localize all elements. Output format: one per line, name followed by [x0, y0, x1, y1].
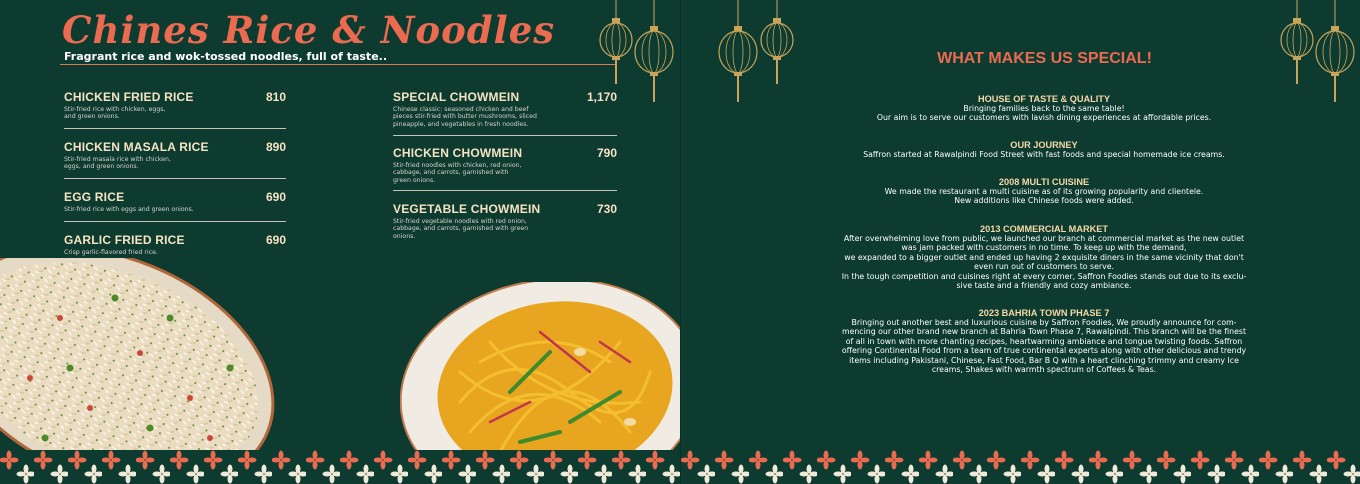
- section-2013-commercial-market: [831, 224, 1257, 290]
- section-line: we expanded to a bigger outlet and ended up having 2 exquisite diners in the same vicinity that don't: [844, 252, 1244, 262]
- item-divider: [393, 135, 617, 136]
- section-line: even run out of customers to serve.: [974, 262, 1114, 272]
- menu-item-special-chowmein: [393, 90, 617, 128]
- dish-price: 890: [265, 140, 286, 154]
- dish-name: CHICKEN FRIED RICE: [64, 90, 194, 104]
- menu-item-vegetable-chowmein: [393, 202, 617, 240]
- item-divider: [64, 221, 286, 222]
- section-line: New additions like Chinese foods were added.: [954, 196, 1134, 206]
- section-line: In the tough competition and cuisines right at every corner, Saffron Foodies stands out due to its exclu-: [841, 271, 1247, 281]
- flower-pattern-border: [681, 450, 1360, 484]
- section-line: items including Pakistani, Chinese, Fast Food, Bar B Q with a heart clinching trimmy and creamy Ice: [849, 355, 1239, 365]
- section-house-of-taste: [831, 94, 1257, 123]
- dish-name: CHICKEN MASALA RICE: [64, 140, 209, 154]
- menu-item-egg-rice: [64, 190, 286, 213]
- dish-description: Chinese classic: seasoned chicken and beef pieces stir-fried with butter mushrooms, sliced pineapple, and vegetables in fresh noodles.: [393, 106, 537, 128]
- chinese-lantern-icon: [757, 0, 797, 90]
- dish-description: Crisp garlic-flavored fried rice.: [64, 249, 158, 256]
- flower-pattern-border: [0, 450, 680, 484]
- menu-item-garlic-fried-rice: [64, 233, 286, 256]
- item-divider: [64, 178, 286, 179]
- section-line: mencing our other brand new branch at Bahria Town Phase 7, Rawalpindi. This branch will be the finest: [841, 327, 1247, 337]
- dish-description: Stir-fried rice with chicken, eggs, and green onions.: [64, 106, 166, 121]
- section-line: Saffron started at Rawalpindi Food Street with fast foods and special homemade ice creams.: [863, 150, 1225, 159]
- dish-name: CHICKEN CHOWMEIN: [393, 146, 523, 160]
- special-heading: WHAT MAKES US SPECIAL!: [937, 50, 1152, 67]
- dish-price: 690: [265, 190, 286, 204]
- dish-price: 730: [596, 202, 617, 216]
- menu-item-chicken-fried-rice: [64, 90, 286, 121]
- section-2008-multi-cuisine: [831, 177, 1257, 206]
- section-2023-bahria-town: [831, 308, 1257, 374]
- dish-name: GARLIC FRIED RICE: [64, 233, 185, 247]
- dish-name: SPECIAL CHOWMEIN: [393, 90, 520, 104]
- section-line: Bringing out another best and luxurious cuisine by Saffron Foodies, We proudly announce for com-: [851, 318, 1237, 327]
- page-subtitle: Fragrant rice and wok-tossed noodles, full of taste..: [64, 50, 388, 63]
- section-line: of all in town with more chanting recipes, heartwarming ambiance and tongue twisting foods. Saffron: [845, 336, 1243, 346]
- dish-name: VEGETABLE CHOWMEIN: [393, 202, 541, 216]
- dish-description: Stir-fried masala rice with chicken, eggs, and green onions.: [64, 156, 171, 171]
- dish-price: 790: [596, 146, 617, 160]
- menu-item-chicken-masala-rice: [64, 140, 286, 171]
- title-divider: [60, 64, 615, 65]
- page-title: Chines Rice & Noodles: [62, 8, 556, 52]
- section-heading: 2013 COMMERCIAL MARKET: [980, 224, 1108, 234]
- menu-item-chicken-chowmein: [393, 146, 617, 184]
- section-line: offering Continental Food from a team of true continental experts along with other delicious and trendy: [841, 346, 1247, 356]
- chinese-lantern-icon: [596, 0, 636, 90]
- section-line: Bringing families back to the same table!: [963, 104, 1125, 113]
- dish-price: 1,170: [586, 90, 617, 104]
- dish-description: Stir-fried vegetable noodles with red onion, cabbage, and carrots, garnished with green onions.: [393, 218, 529, 240]
- chinese-lantern-icon: [632, 0, 676, 106]
- section-heading: 2008 MULTI CUISINE: [998, 177, 1090, 187]
- section-line: was jam packed with customers in no time. To keep up with the demand,: [901, 243, 1187, 253]
- section-line: We made the restaurant a multi cuisine as of its growing popularity and clientele.: [884, 187, 1204, 196]
- dish-price: 690: [265, 233, 286, 247]
- section-line: Our aim is to serve our customers with lavish dining experiences at affordable prices.: [876, 113, 1212, 123]
- section-heading: OUR JOURNEY: [1010, 140, 1078, 150]
- section-line: After overwhelming love from public, we launched our branch at commercial market as the new outlet: [843, 234, 1245, 243]
- section-heading: HOUSE OF TASTE & QUALITY: [977, 94, 1111, 104]
- section-line: sive taste and a friendly and cozy ambiance.: [956, 281, 1132, 291]
- menu-page-right: [680, 0, 1360, 484]
- section-our-journey: [831, 140, 1257, 159]
- item-divider: [64, 128, 286, 129]
- dish-price: 810: [265, 90, 286, 104]
- dish-description: Stir-fried rice with eggs and green onions.: [64, 206, 194, 213]
- section-heading: 2023 BAHRIA TOWN PHASE 7: [978, 308, 1110, 318]
- chinese-lantern-icon: [1277, 0, 1317, 90]
- dish-description: Stir-fried noodles with chicken, red onion, cabbage, and carrots, garnished with green onions.: [393, 162, 522, 184]
- dish-name: EGG RICE: [64, 190, 125, 204]
- section-line: creams, Shakes with warmth spectrum of Coffees & Teas.: [931, 365, 1157, 375]
- item-divider: [393, 190, 617, 191]
